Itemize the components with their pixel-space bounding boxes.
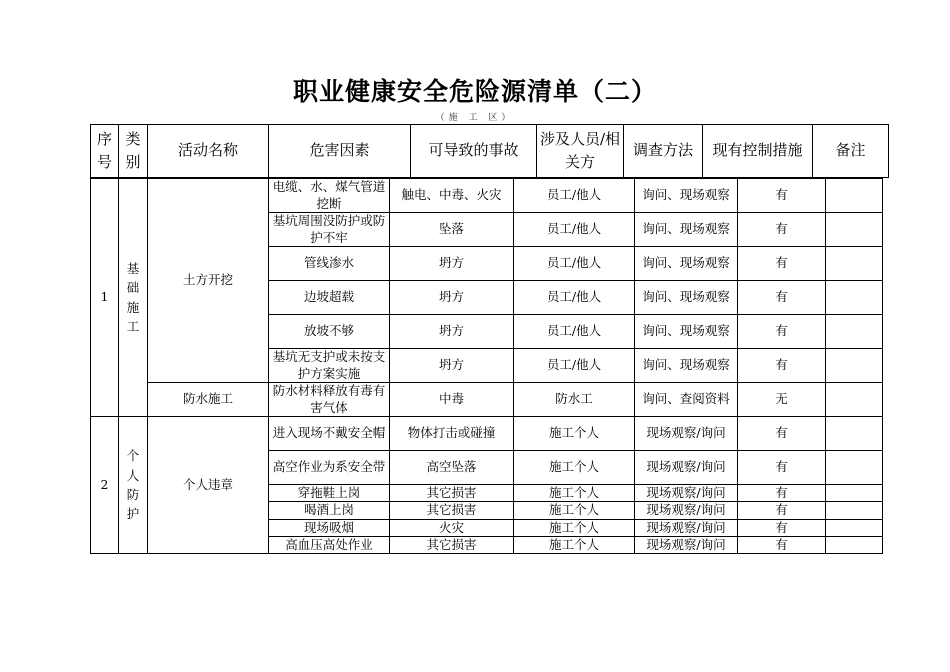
accident-cell: 其它损害: [390, 502, 514, 519]
hazard-cell: 喝酒上岗: [269, 502, 390, 519]
method-cell: 询问、现场观察: [635, 315, 738, 349]
control-cell: 无: [738, 383, 826, 417]
group-seq: 2: [91, 417, 119, 554]
table-row: [91, 383, 883, 417]
activity-name: 个人违章: [148, 417, 269, 554]
personnel-cell: 防水工: [514, 383, 635, 417]
group-seq: 1: [91, 179, 119, 417]
method-cell: 询问、现场观察: [635, 247, 738, 281]
control-cell: 有: [738, 417, 826, 451]
remark-cell: [826, 536, 883, 553]
header-control: 现有控制措施: [703, 125, 813, 178]
header-method: 调查方法: [624, 125, 703, 178]
hazard-cell: 防水材料释放有毒有害气体: [269, 383, 390, 417]
remark-cell: [826, 179, 883, 213]
group-category: 个人防护: [119, 417, 148, 554]
personnel-cell: 员工/他人: [514, 247, 635, 281]
personnel-cell: 施工个人: [514, 536, 635, 553]
control-cell: 有: [738, 349, 826, 383]
hazard-table: [90, 178, 883, 554]
personnel-cell: 施工个人: [514, 502, 635, 519]
header-personnel: 涉及人员/相关方: [537, 125, 624, 178]
method-cell: 询问、现场观察: [635, 179, 738, 213]
accident-cell: 火灾: [390, 519, 514, 536]
group-category: 基础施工: [119, 179, 148, 417]
method-cell: 询问、现场观察: [635, 281, 738, 315]
header-accident: 可导致的事故: [411, 125, 537, 178]
hazard-cell: 管线渗水: [269, 247, 390, 281]
personnel-cell: 施工个人: [514, 485, 635, 502]
table-row: [91, 179, 883, 213]
control-cell: 有: [738, 502, 826, 519]
control-cell: 有: [738, 485, 826, 502]
hazard-table-body: [91, 179, 883, 554]
accident-cell: 高空坠落: [390, 451, 514, 485]
remark-cell: [826, 417, 883, 451]
personnel-cell: 员工/他人: [514, 179, 635, 213]
activity-name: 土方开挖: [148, 179, 269, 383]
control-cell: 有: [738, 536, 826, 553]
header-remark: 备注: [813, 125, 889, 178]
control-cell: 有: [738, 179, 826, 213]
remark-cell: [826, 485, 883, 502]
header-hazard: 危害因素: [269, 125, 411, 178]
control-cell: 有: [738, 281, 826, 315]
header-activity: 活动名称: [148, 125, 269, 178]
hazard-cell: 穿拖鞋上岗: [269, 485, 390, 502]
personnel-cell: 施工个人: [514, 519, 635, 536]
header-row: [91, 125, 889, 178]
header-seq: 序号: [91, 125, 119, 178]
hazard-cell: 进入现场不戴安全帽: [269, 417, 390, 451]
accident-cell: 其它损害: [390, 536, 514, 553]
method-cell: 现场观察/询问: [635, 502, 738, 519]
remark-cell: [826, 213, 883, 247]
personnel-cell: 员工/他人: [514, 349, 635, 383]
personnel-cell: 施工个人: [514, 417, 635, 451]
accident-cell: 坍方: [390, 281, 514, 315]
control-cell: 有: [738, 519, 826, 536]
method-cell: 现场观察/询问: [635, 519, 738, 536]
accident-cell: 坠落: [390, 213, 514, 247]
accident-cell: 坍方: [390, 315, 514, 349]
hazard-cell: 放坡不够: [269, 315, 390, 349]
personnel-cell: 员工/他人: [514, 281, 635, 315]
method-cell: 现场观察/询问: [635, 451, 738, 485]
hazard-cell: 基坑周围没防护或防护不牢: [269, 213, 390, 247]
method-cell: 现场观察/询问: [635, 485, 738, 502]
table-row: [91, 417, 883, 451]
page-title: 职业健康安全危险源清单（二）: [292, 77, 657, 106]
header-category: 类别: [119, 125, 148, 178]
hazard-cell: 电缆、水、煤气管道挖断: [269, 179, 390, 213]
hazard-cell: 高空作业为系安全带: [269, 451, 390, 485]
remark-cell: [826, 502, 883, 519]
remark-cell: [826, 519, 883, 536]
remark-cell: [826, 315, 883, 349]
remark-cell: [826, 281, 883, 315]
personnel-cell: 施工个人: [514, 451, 635, 485]
hazard-cell: 基坑无支护或未按支护方案实施: [269, 349, 390, 383]
header-table: [90, 124, 889, 178]
hazard-cell: 现场吸烟: [269, 519, 390, 536]
method-cell: 现场观察/询问: [635, 536, 738, 553]
control-cell: 有: [738, 315, 826, 349]
accident-cell: 其它损害: [390, 485, 514, 502]
accident-cell: 触电、中毒、火灾: [390, 179, 514, 213]
accident-cell: 物体打击或碰撞: [390, 417, 514, 451]
accident-cell: 坍方: [390, 247, 514, 281]
activity-name: 防水施工: [148, 383, 269, 417]
remark-cell: [826, 247, 883, 281]
control-cell: 有: [738, 451, 826, 485]
control-cell: 有: [738, 213, 826, 247]
method-cell: 现场观察/询问: [635, 417, 738, 451]
remark-cell: [826, 383, 883, 417]
accident-cell: 中毒: [390, 383, 514, 417]
remark-cell: [826, 349, 883, 383]
method-cell: 询问、现场观察: [635, 349, 738, 383]
accident-cell: 坍方: [390, 349, 514, 383]
page-subtitle: （施 工 区）: [435, 113, 515, 123]
personnel-cell: 员工/他人: [514, 213, 635, 247]
method-cell: 询问、查阅资料: [635, 383, 738, 417]
personnel-cell: 员工/他人: [514, 315, 635, 349]
remark-cell: [826, 451, 883, 485]
control-cell: 有: [738, 247, 826, 281]
hazard-cell: 高血压高处作业: [269, 536, 390, 553]
hazard-cell: 边坡超载: [269, 281, 390, 315]
method-cell: 询问、现场观察: [635, 213, 738, 247]
